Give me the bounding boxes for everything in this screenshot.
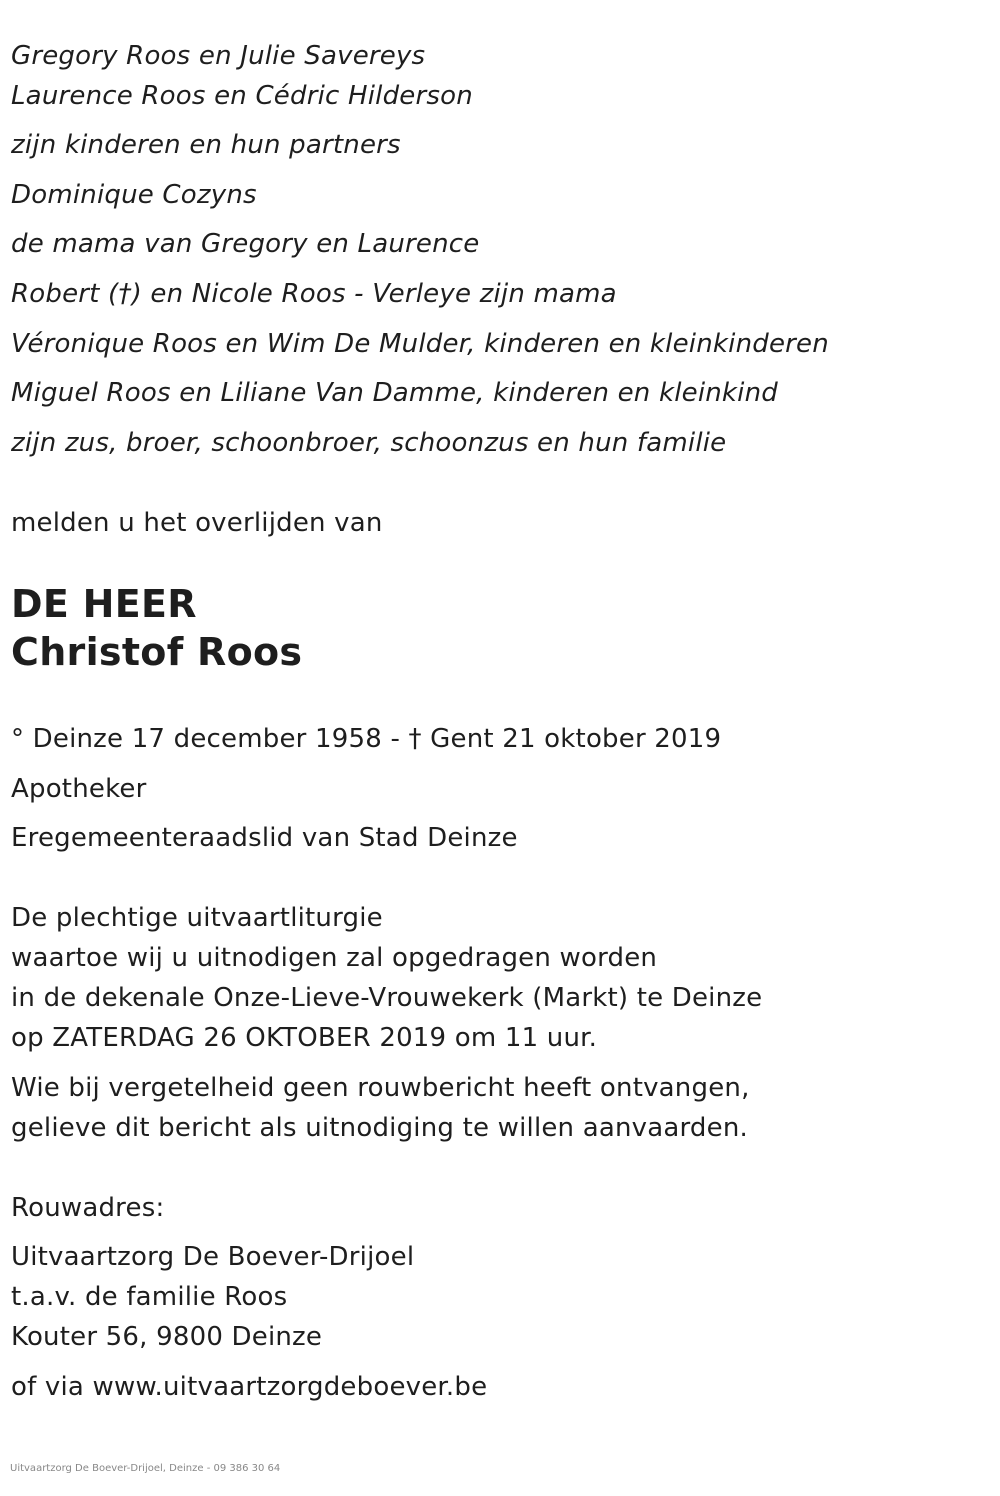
- address-line-3: Kouter 56, 9800 Deinze: [11, 1322, 323, 1352]
- website-line: of via www.uitvaartzorgdeboever.be: [11, 1372, 488, 1402]
- birth-death-dates: ° Deinze 17 december 1958 - † Gent 21 oktober 2019: [11, 724, 722, 754]
- family-line-5: de mama van Gregory en Laurence: [11, 229, 480, 259]
- address-heading: Rouwadres:: [11, 1193, 165, 1223]
- funeral-line-4: op ZATERDAG 26 OKTOBER 2019 om 11 uur.: [11, 1023, 598, 1053]
- honorary-title: Eregemeenteraadslid van Stad Deinze: [11, 823, 518, 853]
- footer-imprint: Uitvaartzorg De Boever-Drijoel, Deinze - 09 386 30 64: [10, 1463, 281, 1474]
- family-line-2: Laurence Roos en Cédric Hilderson: [11, 81, 473, 111]
- invitation-note-1: Wie bij vergetelheid geen rouwbericht heeft ontvangen,: [11, 1073, 750, 1103]
- family-line-8: Miguel Roos en Liliane Van Damme, kinderen en kleinkind: [11, 378, 778, 408]
- funeral-line-3: in de dekenale Onze-Lieve-Vrouwekerk (Markt) te Deinze: [11, 983, 763, 1013]
- funeral-line-2: waartoe wij u uitnodigen zal opgedragen worden: [11, 943, 658, 973]
- family-line-4: Dominique Cozyns: [11, 180, 257, 210]
- invitation-note-2: gelieve dit bericht als uitnodiging te willen aanvaarden.: [11, 1113, 748, 1143]
- announcement: melden u het overlijden van: [11, 508, 383, 538]
- family-line-9: zijn zus, broer, schoonbroer, schoonzus en hun familie: [11, 428, 727, 458]
- address-line-2: t.a.v. de familie Roos: [11, 1282, 288, 1312]
- profession: Apotheker: [11, 774, 147, 804]
- address-line-1: Uitvaartzorg De Boever-Drijoel: [11, 1242, 415, 1272]
- deceased-name: Christof Roos: [11, 630, 303, 674]
- family-line-6: Robert (†) en Nicole Roos - Verleye zijn mama: [11, 279, 617, 309]
- family-line-3: zijn kinderen en hun partners: [11, 130, 401, 160]
- funeral-line-1: De plechtige uitvaartliturgie: [11, 903, 383, 933]
- deceased-title: DE HEER: [11, 582, 197, 626]
- family-line-7: Véronique Roos en Wim De Mulder, kinderen en kleinkinderen: [11, 329, 829, 359]
- family-line-1: Gregory Roos en Julie Savereys: [11, 41, 426, 71]
